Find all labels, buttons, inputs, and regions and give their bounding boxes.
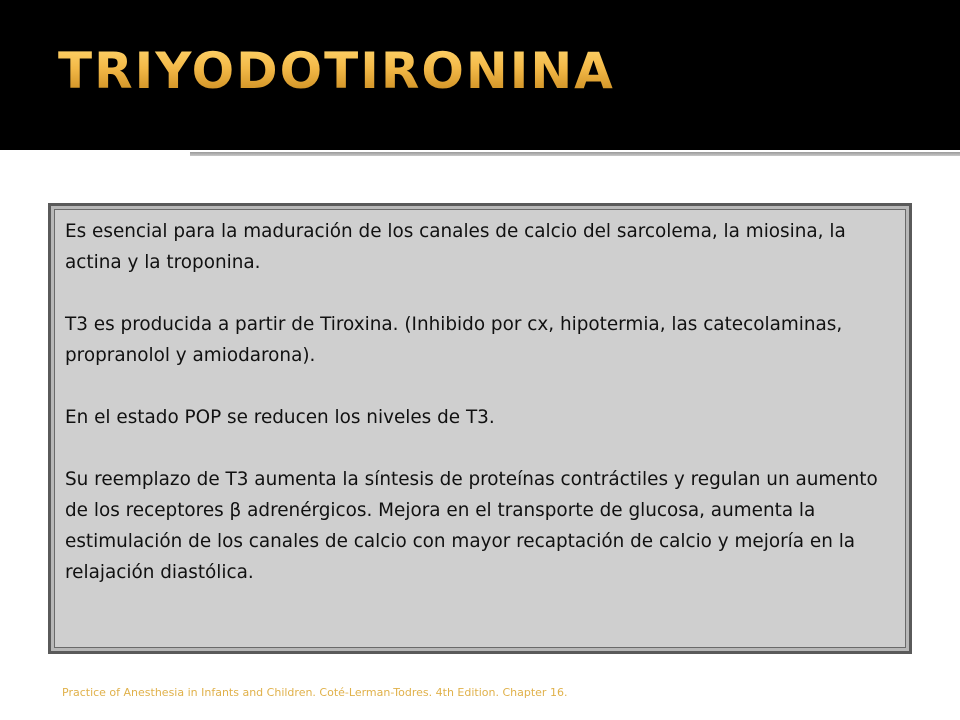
paragraph-4: Su reemplazo de T3 aumenta la síntesis de proteínas contráctiles y regulan un aumento de los receptores β adrenérgicos. Mejora en el transporte de glucosa, aumenta la estimulación de los canales de calcio con mayor recaptación de calcio y mejoría en la relajación diastólica. [65,469,878,583]
title-divider [0,150,960,157]
text-content [65,216,901,588]
slide-title: TRIYODOTIRONINA [58,42,615,100]
footer-citation: Practice of Anesthesia in Infants and Children. Coté-Lerman-Todres. 4th Edition. Chapter 16. [62,686,568,699]
title-band [0,0,960,150]
paragraph-2: T3 es producida a partir de Tiroxina. (Inhibido por cx, hipotermia, las catecolaminas, propranolol y amiodarona). [65,314,843,366]
paragraph-3: En el estado POP se reducen los niveles de T3. [65,407,495,428]
paragraph-1: Es esencial para la maduración de los canales de calcio del sarcolema, la miosina, la actina y la troponina. [65,221,846,273]
